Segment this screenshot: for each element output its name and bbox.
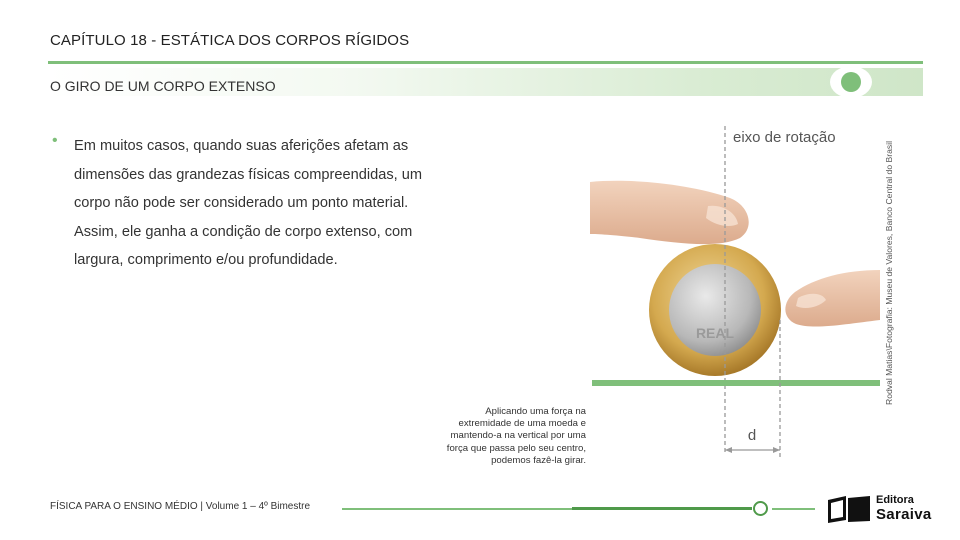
caption-line: podemos fazê-la girar.: [491, 454, 586, 466]
body-line: corpo não pode ser considerado um ponto material.: [74, 195, 409, 211]
chapter-title: CAPÍTULO 18 - ESTÁTICA DOS CORPOS RÍGIDOS: [50, 32, 410, 49]
logo-editora: Editora: [876, 494, 914, 506]
body-line: dimensões das grandezas físicas compreendidas, um: [74, 166, 422, 183]
caption-line: mantendo-a na vertical por uma: [450, 430, 586, 442]
editora-saraiva-logo: [826, 494, 938, 524]
bullet-icon: •: [52, 132, 58, 149]
chapter-divider: [48, 61, 923, 64]
body-line: largura, comprimento e/ou profundidade.: [74, 252, 338, 268]
section-badge-icon: [830, 66, 872, 98]
distance-label: d: [747, 427, 757, 444]
footer-divider-accent: [572, 507, 752, 510]
book-icon: [826, 494, 872, 524]
caption-line: força que passa pelo seu centro,: [446, 442, 586, 454]
photo-credit-text: Rodval Matias\Fotografia: Museu de Valores, Banco Central do Brasil: [884, 140, 894, 405]
figure-caption: [410, 406, 586, 467]
body-paragraph: [74, 132, 474, 275]
footer-divider-end: [772, 508, 815, 510]
coin-illustration: [590, 120, 880, 460]
footer-text: FÍSICA PARA O ENSINO MÉDIO | Volume 1 – 4º Bimestre: [50, 501, 311, 512]
footer-circle-icon: [753, 501, 768, 516]
logo-saraiva: Saraiva: [876, 506, 932, 523]
coin-figure-svg: [590, 120, 880, 460]
caption-line: extremidade de uma moeda e: [458, 418, 586, 430]
body-line: Em muitos casos, quando suas aferições afetam as: [74, 138, 409, 154]
ground-line: [592, 380, 880, 386]
body-line: Assim, ele ganha a condição de corpo extenso, com: [74, 223, 413, 240]
caption-line: Aplicando uma força na: [485, 406, 586, 417]
photo-credit: [880, 110, 898, 435]
footer-divider: [342, 508, 572, 510]
axis-label: eixo de rotação: [733, 129, 836, 146]
coin-text: REAL: [695, 325, 735, 341]
section-title: O GIRO DE UM CORPO EXTENSO: [50, 78, 276, 94]
